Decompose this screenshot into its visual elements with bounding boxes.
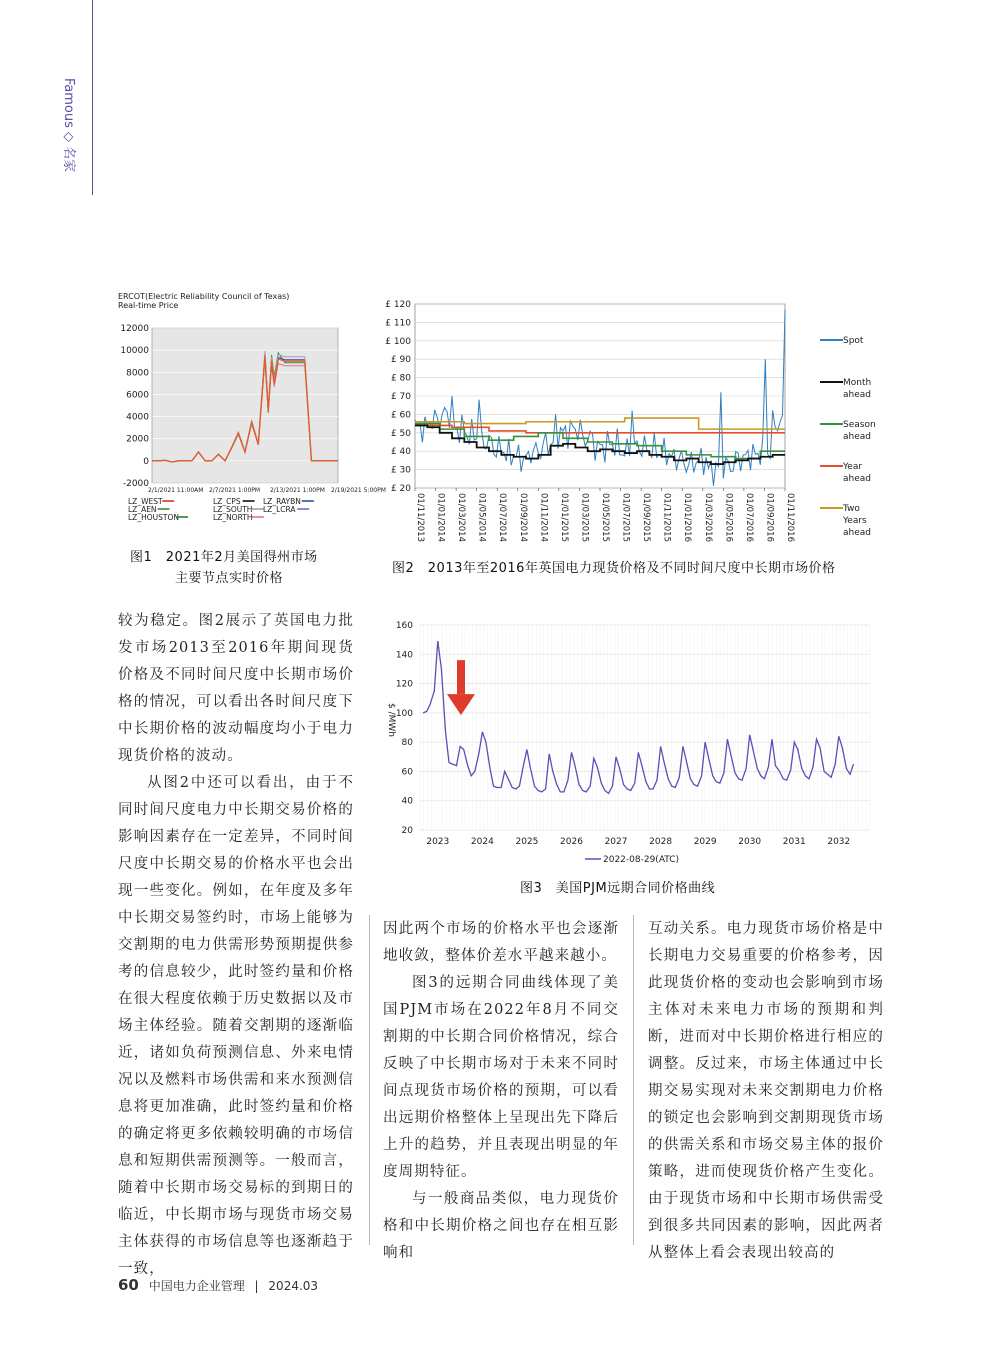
col1-para-2: 从图2中还可以看出，由于不同时间尺度电力中长期交易价格的影响因素存在一定差异，不同时间尺度中长期交易的价格水平也会出现一些变化。例如，在年度及多年中长期交易签约时，市场上能够为交割期的电力供需形势预期提供参考的信息较少，此时签约量和价格在很大程度依赖于历史数据以及市场主体经验。随着交割期的逐渐临近，诸如负荷预测信息、外来电情况以及燃料市场供需和来水预测信息将更加准确，此时签约量和价格的确定将更多依赖较明确的市场信息和短期供需预测等。一般而言，随着中长期市场交易标的到期日的临近，中长期市场与现货市场交易主体获得的市场信息等也逐渐趋于一致， (118, 775, 354, 1277)
fig2-x-tick-label: 01/11/2015 (661, 493, 672, 542)
fig3-chart (375, 613, 875, 878)
fig2-y-tick-label: £ 40 (390, 447, 411, 458)
fig1-plot-area (152, 328, 338, 483)
fig1-header-line1: ERCOT(Electric Reliability Council of Texas) (118, 292, 290, 301)
fig2-x-tick-label: 01/05/2015 (600, 493, 610, 542)
fig2-y-tick-label: £ 30 (390, 465, 411, 476)
fig3-legend-label: 2022-08-29(ATC) (603, 855, 680, 865)
fig1-y-tick-label: 0 (143, 456, 149, 467)
fig3-x-tick-label: 2028 (649, 837, 673, 847)
fig3-y-tick-label: 160 (395, 621, 413, 631)
fig1-chart (118, 316, 386, 566)
fig2-x-tick-label: 01/03/2014 (456, 493, 467, 542)
fig2-x-tick-label: 01/11/2016 (785, 493, 795, 542)
fig1-legend-label: LZ_CPS (213, 497, 241, 506)
fig2-legend-label: Year ahead (843, 462, 871, 484)
fig3-x-tick-label: 2023 (426, 837, 450, 847)
fig3-y-tick-label: 40 (401, 796, 413, 807)
fig1-y-tick-label: 12000 (120, 324, 149, 334)
fig2-chart (375, 296, 875, 546)
fig1-y-tick-label: 6000 (126, 390, 149, 401)
fig2-y-tick-label: £ 70 (390, 392, 411, 402)
fig3-y-tick-label: 60 (401, 767, 413, 778)
fig1-x-tick-label: 2/1/2021 11:00AM (148, 487, 204, 494)
col2-para-2: 图3的远期合同曲线体现了美国PJM市场在2022年8月不同交割期的中长期合同价格情况，综合反映了中长期市场对于未来不同时间点现货市场价格的预期，可以看出远期价格整体上呈现出先下降后上升的趋势，并且表现出明显的年度周期特征。 (383, 975, 619, 1180)
fig2-x-tick-label: 01/05/2016 (723, 493, 734, 542)
fig1-legend-label: LZ_AEN (128, 505, 157, 514)
fig1-legend-label: LZ_WEST (128, 497, 163, 506)
fig1-legend-label: LZ_SOUTH (213, 505, 253, 514)
fig3-arrow-shaft (457, 660, 465, 694)
fig2-y-tick-label: £ 80 (390, 373, 411, 384)
fig2-legend-label: Month ahead (843, 378, 872, 400)
fig2-x-tick-label: 01/01/2016 (682, 493, 693, 542)
fig1-caption (130, 546, 350, 586)
side-rule (92, 0, 93, 195)
fig2-caption: 图2 2013年至2016年英国电力现货价格及不同时间尺度中长期市场价格 (392, 561, 836, 576)
fig2-x-tick-label: 01/11/2013 (415, 493, 425, 542)
fig3-y-axis-label: $ /MWh (386, 703, 396, 737)
fig1-legend-label: LZ_HOUSTON (128, 513, 179, 522)
fig3-x-tick-label: 2030 (738, 837, 762, 847)
fig2-x-tick-label: 01/05/2014 (476, 493, 487, 542)
col2-para-3: 与一般商品类似，电力现货价格和中长期价格之间也存在相互影响和 (383, 1191, 619, 1261)
fig1-header-line2: Real-time Price (118, 301, 179, 310)
fig2-legend-label: Two Years ahead (843, 504, 871, 538)
fig2-x-tick-label: 01/03/2015 (579, 493, 590, 542)
section-tab (56, 78, 86, 198)
fig2-legend-label: Season ahead (843, 420, 876, 442)
fig2-x-tick-label: 01/09/2016 (764, 493, 775, 542)
fig3-y-tick-label: 80 (401, 738, 413, 749)
fig1-y-tick-label: 4000 (126, 412, 149, 423)
fig2-y-tick-label: £ 20 (390, 484, 411, 494)
fig2-x-tick-label: 01/03/2016 (702, 493, 713, 542)
footer-separator: | (254, 1279, 259, 1293)
column-divider-2 (633, 915, 634, 1245)
fig1-y-tick-label: 10000 (120, 346, 149, 357)
fig2-x-tick-label: 01/07/2015 (620, 493, 631, 542)
fig1-x-tick-label: 2/19/2021 5:00PM (330, 487, 386, 494)
fig1-y-tick-label: -2000 (122, 479, 149, 489)
fig2-legend-label: Spot (843, 336, 864, 346)
fig3-arrow-head (447, 694, 475, 715)
text-column-3 (648, 916, 884, 1267)
fig1-y-tick-label: 8000 (126, 368, 149, 379)
fig1-y-tick-label: 2000 (126, 434, 149, 445)
section-tab-label: Famous ◇ 名家 (61, 78, 76, 173)
issue-date: 2024.03 (268, 1279, 319, 1293)
page-number: 60 (118, 1276, 139, 1294)
fig3-y-tick-label: 100 (395, 708, 413, 719)
fig1-legend-label: LZ_RAYBN (263, 497, 301, 506)
fig2-y-tick-label: £ 50 (390, 428, 411, 439)
fig2-y-tick-label: £ 90 (390, 355, 411, 366)
fig1-caption-line1: 图1 2021年2月美国得州市场 (130, 550, 318, 565)
journal-name: 中国电力企业管理 (148, 1279, 245, 1293)
fig1-legend-label: LZ_LCRA (263, 505, 296, 514)
fig3-caption: 图3 美国PJM远期合同价格曲线 (520, 881, 716, 896)
fig2-y-tick-label: £ 100 (385, 336, 411, 347)
fig3-y-tick-label: 140 (395, 650, 413, 661)
fig1-legend-label: LZ_NORTH (213, 513, 253, 522)
fig3-x-tick-label: 2024 (470, 837, 494, 847)
fig2-x-tick-label: 01/01/2015 (558, 493, 569, 542)
fig2-x-tick-label: 01/07/2014 (497, 493, 508, 542)
fig2-x-tick-label: 01/09/2014 (517, 493, 528, 542)
text-column-1 (118, 608, 354, 1283)
text-column-2 (383, 916, 619, 1267)
fig3-x-tick-label: 2026 (560, 837, 583, 847)
column-divider-1 (369, 915, 370, 1245)
fig2-y-tick-label: £ 110 (385, 318, 411, 329)
col2-para-1: 因此两个市场的价格水平也会逐渐地收敛，整体价差水平越来越小。 (383, 921, 619, 964)
col3-para-1: 互动关系。电力现货市场价格是中长期电力交易重要的价格参考，因此现货价格的变动也会影响到市场主体对未来电力市场的预期和判断，进而对中长期价格进行相应的调整。反过来，市场主体通过中长期交易实现对未来交割期电力价格的锁定也会影响到交割期现货市场的供需关系和市场交易主体的报价策略，进而使现货价格产生变化。由于现货市场和中长期市场供需受到很多共同因素的影响，因此两者从整体上看会表现出较高的 (648, 921, 884, 1261)
fig2-x-tick-label: 01/01/2014 (435, 493, 446, 542)
fig2-x-tick-label: 01/09/2015 (641, 493, 652, 542)
fig1-x-tick-label: 2/7/2021 1:00PM (208, 487, 261, 494)
col1-para-1: 较为稳定。图2展示了英国电力批发市场2013至2016年期间现货价格及不同时间尺度中长期市场价格的情况，可以看出各时间尺度下中长期价格的波动幅度均小于电力现货价格的波动。 (118, 613, 354, 764)
fig2-x-tick-label: 01/11/2014 (538, 493, 549, 542)
fig3-x-tick-label: 2027 (604, 837, 628, 847)
fig2-y-tick-label: £ 60 (390, 410, 411, 421)
fig3-x-tick-label: 2029 (693, 837, 717, 847)
fig3-x-tick-label: 2031 (782, 837, 806, 847)
fig1-caption-line2: 主要节点实时价格 (175, 571, 284, 586)
page-footer (118, 1276, 318, 1294)
fig2-x-tick-label: 01/07/2016 (743, 493, 754, 542)
fig3-y-tick-label: 120 (395, 679, 413, 690)
fig3-y-tick-label: 20 (401, 826, 413, 836)
fig2-y-tick-label: £ 120 (385, 300, 411, 310)
fig3-x-tick-label: 2025 (515, 837, 539, 847)
fig3-x-tick-label: 2032 (827, 837, 851, 847)
fig1-x-tick-label: 2/13/2021 1:00PM (269, 487, 325, 494)
